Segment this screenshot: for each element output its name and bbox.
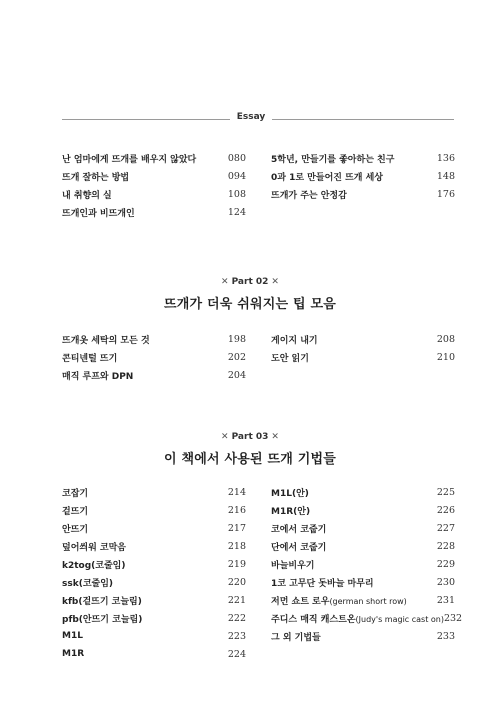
entry-page: 136 (436, 152, 455, 164)
entry-title: 난 엄마에게 뜨개를 배우지 않았다 (62, 154, 197, 165)
entry-page: 224 (227, 648, 246, 660)
entry-title: 코잡기 (62, 488, 89, 499)
toc-entry[interactable] (271, 503, 455, 517)
entry-title: ssk(코줄임) (62, 578, 114, 589)
entry-title: 1코 고무단 돗바늘 마무리 (271, 578, 374, 589)
entry-title: 0과 1로 만들어진 뜨개 세상 (271, 172, 383, 183)
entry-page: 214 (227, 486, 246, 498)
toc-entry[interactable] (271, 169, 455, 183)
toc-entry[interactable] (62, 593, 246, 607)
toc-entry[interactable] (271, 521, 455, 535)
entry-title: pfb(안뜨기 코늘림) (62, 614, 143, 625)
entry-title: M1L(안) (271, 488, 309, 499)
entry-title-main: 주디스 매직 캐스트온 (271, 614, 356, 625)
part02-header (0, 277, 500, 312)
toc-entry[interactable] (62, 611, 246, 625)
entry-page: 222 (227, 612, 246, 624)
entry-title: 단에서 코줍기 (271, 542, 327, 553)
toc-entry[interactable] (271, 629, 455, 643)
entry-title-main: 저먼 쇼트 로우 (271, 596, 330, 607)
entry-page: 232 (443, 612, 463, 624)
toc-entry[interactable] (62, 629, 246, 643)
entry-title: 게이지 내기 (271, 335, 318, 346)
entry-page: 225 (436, 486, 455, 498)
toc-entry[interactable] (62, 521, 246, 535)
toc-entry[interactable] (271, 593, 455, 607)
toc-entry[interactable] (62, 205, 246, 219)
part03-number: Part 03 (231, 432, 269, 442)
entry-title: 바늘비우기 (271, 560, 315, 571)
entry-title: 그 외 기법들 (271, 632, 321, 643)
entry-page: 210 (436, 351, 455, 363)
entry-title: 콘티넨털 뜨기 (62, 353, 118, 364)
cross-ornament-icon: ✕ (221, 432, 229, 442)
toc-entry[interactable] (62, 575, 246, 589)
entry-page: 202 (227, 351, 246, 363)
entry-title-english: (german short row) (329, 596, 407, 606)
toc-entry[interactable] (271, 611, 463, 625)
part02-number-line (0, 277, 500, 287)
entry-page: 219 (227, 558, 246, 570)
toc-entry[interactable] (271, 485, 455, 499)
entry-title: 매직 루프와 DPN (62, 371, 134, 382)
entry-page: 108 (227, 188, 246, 200)
entry-title (271, 612, 444, 625)
entry-page: 226 (436, 504, 455, 516)
cross-ornament-icon: ✕ (221, 277, 229, 287)
toc-entry[interactable] (271, 332, 455, 346)
entry-title: 겉뜨기 (62, 506, 89, 517)
toc-entry[interactable] (62, 169, 246, 183)
entry-title (271, 594, 407, 607)
entry-page: 231 (436, 594, 455, 606)
entry-page: 094 (227, 170, 246, 182)
entry-title: 5학년, 만들기를 좋아하는 친구 (271, 154, 395, 165)
toc-entry[interactable] (271, 539, 455, 553)
essay-rule-right (272, 119, 454, 120)
part03-number-line (0, 432, 500, 442)
entry-title: 뜨개인과 비뜨개인 (62, 208, 135, 219)
entry-title: M1R (62, 649, 85, 659)
entry-page: 228 (436, 540, 455, 552)
cross-ornament-icon: ✕ (271, 277, 279, 287)
entry-title-english: (Judy's magic cast on) (355, 614, 444, 624)
entry-title: M1L (62, 631, 83, 641)
toc-entry[interactable] (271, 350, 455, 364)
toc-entry[interactable] (62, 485, 246, 499)
entry-page: 198 (227, 333, 246, 345)
part02-number: Part 02 (231, 277, 269, 287)
entry-page: 220 (227, 576, 246, 588)
entry-page: 148 (436, 170, 455, 182)
toc-entry[interactable] (271, 187, 455, 201)
part03-title: 이 책에서 사용된 뜨개 기법들 (164, 452, 336, 467)
entry-title: 안뜨기 (62, 524, 89, 535)
toc-entry[interactable] (62, 647, 246, 661)
toc-entry[interactable] (271, 151, 455, 165)
toc-entry[interactable] (62, 368, 246, 382)
entry-page: 227 (436, 522, 455, 534)
toc-entry[interactable] (62, 151, 246, 165)
entry-title: 뜨개 잘하는 방법 (62, 172, 130, 183)
part03-header (0, 432, 500, 467)
entry-title: k2tog(코줄임) (62, 560, 126, 571)
toc-entry[interactable] (62, 187, 246, 201)
essay-label: Essay (236, 112, 266, 122)
toc-entry[interactable] (62, 503, 246, 517)
entry-title: 뜨개옷 세탁의 모든 것 (62, 335, 150, 346)
toc-entry[interactable] (62, 557, 246, 571)
entry-title: 코에서 코줍기 (271, 524, 327, 535)
entry-page: 176 (436, 188, 455, 200)
entry-page: 217 (227, 522, 246, 534)
entry-title: 덮어씌워 코막음 (62, 542, 126, 553)
entry-page: 223 (227, 630, 246, 642)
entry-title: M1R(안) (271, 506, 311, 517)
entry-page: 208 (436, 333, 455, 345)
entry-page: 230 (436, 576, 455, 588)
entry-page: 229 (436, 558, 455, 570)
part02-title: 뜨개가 더욱 쉬워지는 팁 모음 (164, 297, 336, 312)
entry-page: 221 (227, 594, 246, 606)
entry-title: 도안 읽기 (271, 353, 309, 364)
entry-page: 233 (436, 630, 455, 642)
entry-title: kfb(겉뜨기 코늘림) (62, 596, 142, 607)
toc-entry[interactable] (62, 350, 246, 364)
entry-page: 216 (227, 504, 246, 516)
toc-entry[interactable] (271, 557, 455, 571)
entry-page: 080 (227, 152, 246, 164)
toc-entry[interactable] (62, 332, 246, 346)
cross-ornament-icon: ✕ (271, 432, 279, 442)
entry-page: 204 (227, 369, 246, 381)
entry-page: 218 (227, 540, 246, 552)
toc-entry[interactable] (271, 575, 455, 589)
entry-title: 뜨개가 주는 안정감 (271, 190, 347, 201)
essay-rule-left (62, 119, 230, 120)
toc-entry[interactable] (62, 539, 246, 553)
entry-page: 124 (227, 206, 246, 218)
entry-title: 내 취향의 실 (62, 190, 112, 201)
